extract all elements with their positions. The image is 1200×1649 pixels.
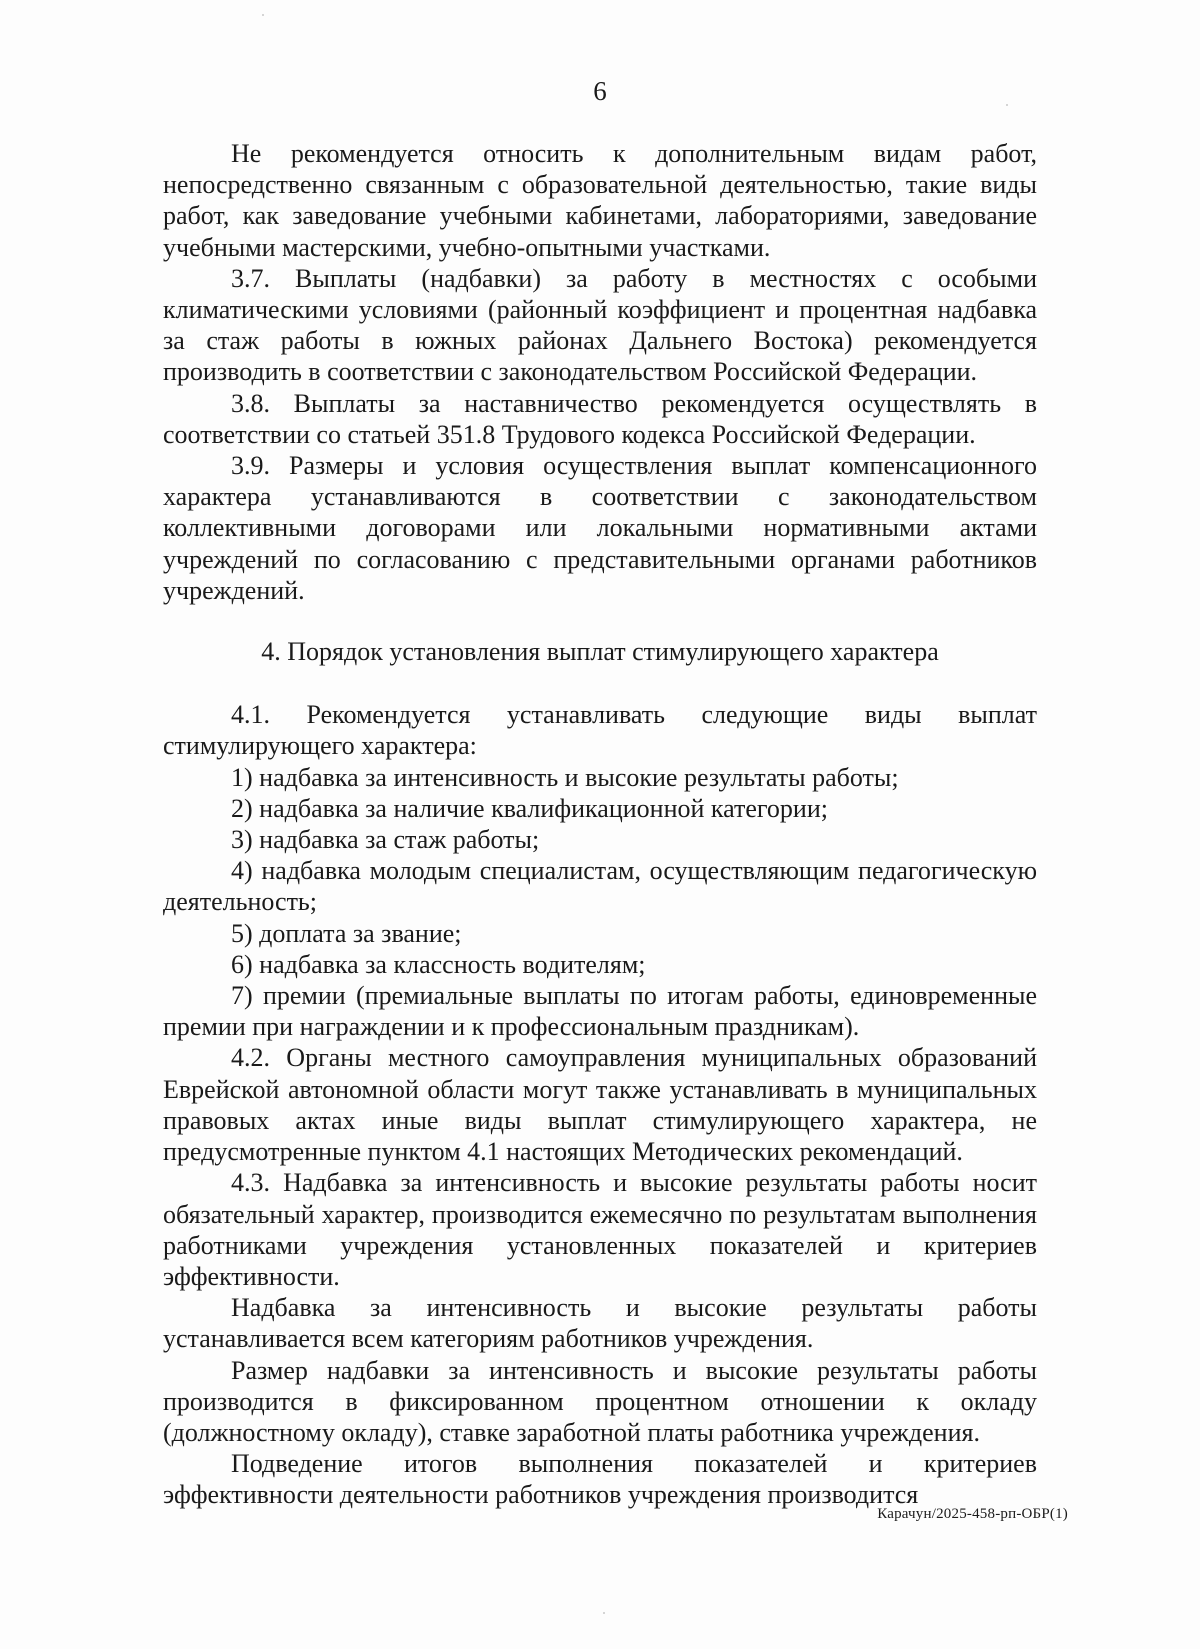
list-item: 2) надбавка за наличие квалификационной категории; <box>231 793 828 823</box>
list-item: 4) надбавка молодым специалистам, осуществляющим педагогическую деятельность; <box>163 856 1037 917</box>
list-item: 7) премии (премиальные выплаты по итогам работы, единовременные премии при награждении и к профессиональным праздникам). <box>163 981 1037 1042</box>
list-item: 5) доплата за звание; <box>231 918 462 948</box>
list-item: 3) надбавка за стаж работы; <box>231 825 540 855</box>
paragraph-bonus-size: Размер надбавки за интенсивность и высокие результаты работы производится в фиксированном процентном отношении к окладу (должностному окладу), ставке заработной платы работника учреждения. <box>163 1355 1037 1447</box>
list-item: 1) надбавка за интенсивность и высокие результаты работы; <box>231 762 899 792</box>
page-number: 6 <box>593 76 607 106</box>
paragraph-4-2: 4.2. Органы местного самоуправления муниципальных образований Еврейской автономной области могут также устанавливать в муниципальных правовых актах иные виды выплат стимулирующего характера, не предусмотренные пунктом 4.1 настоящих Методических рекомендаций. <box>163 1043 1037 1167</box>
paragraph-results-summary: Подведение итогов выполнения показателей и критериев эффективности деятельности работников учреждения производится <box>163 1449 1037 1510</box>
paragraph-bonus-all-categories: Надбавка за интенсивность и высокие результаты работы устанавливается всем категориям работников учреждения. <box>163 1293 1037 1354</box>
paragraph-additional-work: Не рекомендуется относить к дополнительным видам работ, непосредственно связанным с образовательной деятельностью, такие виды работ, как заведование учебными кабинетами, лабораториями, заведование учебными мастерскими, учебно-опытными участками. <box>163 139 1037 262</box>
document-body <box>163 138 1037 1511</box>
scan-speck <box>262 14 264 16</box>
section-heading: 4. Порядок установления выплат стимулирующего характера <box>261 637 939 667</box>
paragraph-4-1: 4.1. Рекомендуется устанавливать следующие виды выплат стимулирующего характера: <box>163 700 1037 761</box>
document-code: Карачун/2025-458-рп-ОБР(1) <box>877 1506 1068 1522</box>
paragraph-3-8: 3.8. Выплаты за наставничество рекомендуется осуществлять в соответствии со статьей 351.8 Трудового кодекса Российской Федерации. <box>163 388 1037 449</box>
paragraph-3-9: 3.9. Размеры и условия осуществления выплат компенсационного характера устанавливаются в соответствии с законодательством коллективными договорами или локальными нормативными актами учреждений по согласованию с представительными органами работников учреждений. <box>163 451 1037 605</box>
paragraph-3-7: 3.7. Выплаты (надбавки) за работу в местностях с особыми климатическими условиями (районный коэффициент и процентная надбавка за стаж работы в южных районах Дальнего Востока) рекомендуется производить в соответствии с законодательством Российской Федерации. <box>163 263 1037 387</box>
list-item: 6) надбавка за классность водителям; <box>231 949 646 979</box>
scan-speck <box>603 1612 605 1614</box>
paragraph-4-3: 4.3. Надбавка за интенсивность и высокие результаты работы носит обязательный характер, производится ежемесячно по результатам выполнения работниками учреждения установленных показателей и критериев эффективности. <box>163 1168 1037 1291</box>
